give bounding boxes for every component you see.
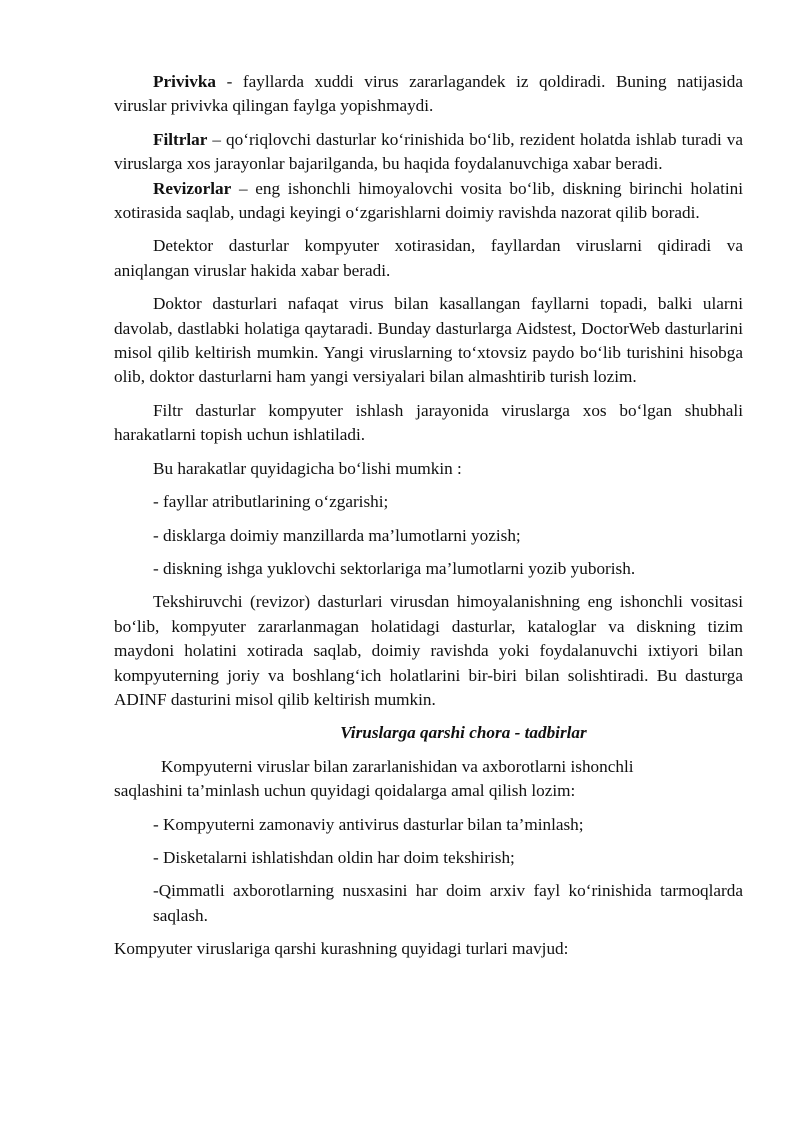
list-item: - Disketalarni ishlatishdan oldin har doim tekshirish;	[153, 847, 515, 867]
list-item: - Kompyuterni zamonaviy antivirus dasturlar bilan ta’minlash;	[153, 814, 584, 834]
paragraph-filtrlar-text: – qo‘riqlovchi dasturlar ko‘rinishida bo‘lib, rezident holatda ishlab turadi va viruslarga xos jarayonlar bajarilganda, bu haqida foydalanuvchiga xabar beradi.	[114, 129, 743, 174]
paragraph-tekshiruvchi: Tekshiruvchi (revizor) dasturlari virusdan himoyalanishning eng ishonchli vositasi bo‘lib, kompyuter zararlanmagan holatidagi dasturlar, kataloglar va diskning tizim maydoni holatini xotirada saqlab, doimiy ravishda yoki foydalanuvchi ixtiyori bilan kompyuterning joriy va boshlang‘ich holatlarini bir-biri bilan solishtiradi. Bu dasturga ADINF dasturini misol qilib keltirish mumkin.	[114, 592, 743, 709]
section-heading: Viruslarga qarshi chora - tadbirlar	[340, 723, 587, 743]
term-privivka: Privivka	[153, 72, 217, 91]
paragraph-qoidalar: Kompyuterni viruslar bilan zararlanishidan va axborotlarni ishonchli saqlashini ta’minlash uchun quyidagi qoidalarga amal qilish lozim:	[114, 756, 634, 801]
paragraph-turlari: Kompyuter viruslariga qarshi kurashning quyidagi turlari mavjud:	[114, 939, 569, 959]
term-revizorlar: Revizorlar	[153, 178, 232, 198]
paragraph-privivka	[114, 70, 743, 119]
paragraph-harakatlar: Bu harakatlar quyidagicha bo‘lishi mumkin :	[153, 458, 462, 478]
paragraph-filtrlar	[114, 128, 743, 177]
term-filtrlar: Filtrlar	[153, 129, 208, 149]
list-item: -Qimmatli axborotlarning nusxasini har doim arxiv fayl ko‘rinishida tarmoqlarda saqlash.	[153, 881, 743, 925]
list-item: - disklarga doimiy manzillarda ma’lumotlarni yozish;	[153, 525, 521, 545]
paragraph-privivka-text: - fayllarda xuddi virus zararlagandek iz qoldiradi. Buning natijasida viruslar privivka qilingan faylga yopishmaydi.	[114, 72, 743, 116]
paragraph-revizorlar-text: – eng ishonchli himoyalovchi vosita bo‘lib, diskning birinchi holatini xotirasida saqlab, undagi keyingi o‘zgarishlarni doimiy ravishda nazorat qilib boradi.	[114, 178, 743, 223]
paragraph-doktor: Doktor dasturlari nafaqat virus bilan kasallangan fayllarni topadi, balki ularni davolab, dastlabki holatiga qaytaradi. Bunday dasturlarga Aidstest, DoctorWeb dasturlarini misol qilib keltirish mumkin. Yangi viruslarning to‘xtovsiz paydo bo‘lib turishini hisobga olib, doktor dasturlarni ham yangi versiyalari bilan almashtirib turish lozim.	[114, 294, 743, 387]
paragraph-detektor: Detektor dasturlar kompyuter xotirasidan, fayllardan viruslarni qidiradi va aniqlangan viruslar hakida xabar beradi.	[114, 236, 743, 280]
list-item: - diskning ishga yuklovchi sektorlariga ma’lumotlarni yozib yuborish.	[153, 558, 636, 578]
paragraph-revizorlar	[114, 177, 743, 226]
paragraph-filtr: Filtr dasturlar kompyuter ishlash jarayonida viruslarga xos bo‘lgan shubhali harakatlarni topish uchun ishlatiladi.	[114, 400, 743, 445]
list-item: - fayllar atributlarining o‘zgarishi;	[153, 492, 389, 512]
